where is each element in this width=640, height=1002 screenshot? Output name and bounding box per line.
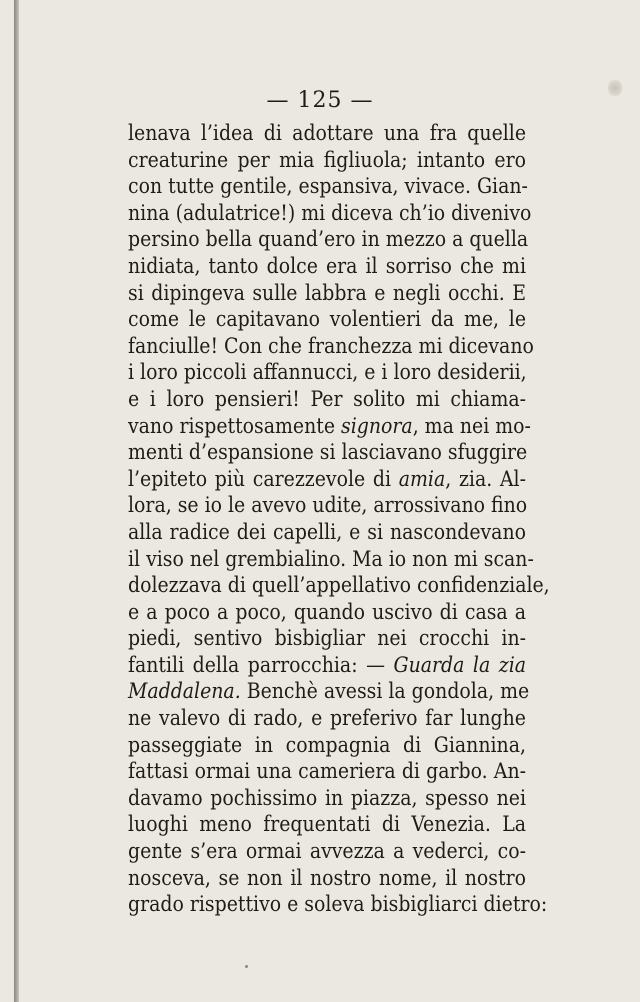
text-line bbox=[128, 572, 550, 599]
text-span: grado rispettivo e soleva bisbigliarci dietro: bbox=[128, 892, 548, 917]
text-span: , zia. Al- bbox=[445, 466, 526, 491]
body-text bbox=[128, 120, 550, 918]
text-line bbox=[128, 678, 530, 705]
text-span: fantili della parrocchia: — bbox=[128, 652, 394, 677]
text-span: ne valevo di rado, e preferivo far lunghe bbox=[128, 706, 526, 731]
text-span: lora, se io le avevo udite, arrossivano fino bbox=[128, 493, 528, 518]
text-span: fanciulle! Con che franchezza mi dicevano bbox=[128, 333, 534, 358]
text-span: , ma nei mo- bbox=[412, 413, 531, 438]
page-binding-edge bbox=[14, 0, 19, 1002]
text-line bbox=[128, 466, 526, 493]
text-line bbox=[128, 439, 526, 466]
text-line bbox=[128, 546, 534, 573]
text-line bbox=[128, 785, 526, 812]
text-span: si dipingeva sulle labbra e negli occhi. E bbox=[128, 280, 526, 305]
text-span: con tutte gentile, espansiva, vivace. Gian- bbox=[128, 174, 528, 199]
text-line bbox=[128, 359, 526, 386]
text-line bbox=[128, 333, 534, 360]
text-line bbox=[128, 838, 526, 865]
text-line bbox=[128, 891, 548, 918]
text-line bbox=[128, 811, 526, 838]
text-span: dolezzava di quell’appellativo confidenziale, bbox=[128, 573, 550, 598]
text-span: e i loro pensieri! Per solito mi chiama- bbox=[128, 386, 526, 411]
text-line bbox=[128, 492, 526, 519]
ink-dot bbox=[245, 965, 248, 968]
text-span: piedi, sentivo bisbigliar nei crocchi in- bbox=[128, 626, 526, 651]
text-line bbox=[128, 253, 526, 280]
text-span: menti d’espansione si lasciavano sfuggire bbox=[128, 440, 528, 465]
text-line bbox=[128, 865, 526, 892]
text-span: lenava l’idea di adottare una fra quelle bbox=[128, 121, 526, 145]
text-span: luoghi meno frequentati di Venezia. La bbox=[128, 812, 526, 837]
text-line bbox=[128, 599, 526, 626]
text-span: passeggiate in compagnia di Giannina, bbox=[128, 732, 526, 757]
text-span: fattasi ormai una cameriera di garbo. An- bbox=[128, 759, 526, 784]
text-line bbox=[128, 147, 526, 174]
italic-span: signora bbox=[341, 413, 413, 438]
text-span: nidiata, tanto dolce era il sorriso che mi bbox=[128, 253, 526, 278]
italic-span: Guarda la zia bbox=[393, 652, 526, 677]
text-line bbox=[128, 200, 532, 227]
text-line bbox=[128, 306, 526, 333]
text-span: i loro piccoli affannucci, e i loro desiderii, bbox=[128, 360, 527, 385]
text-line bbox=[128, 652, 526, 679]
text-span: e a poco a poco, quando uscivo di casa a bbox=[128, 599, 526, 624]
text-span: nosceva, se non il nostro nome, il nostro bbox=[128, 865, 526, 890]
italic-span: amia bbox=[398, 466, 446, 491]
text-span: creaturine per mia figliuola; intanto ero bbox=[128, 147, 526, 172]
text-span: vano rispettosamente bbox=[128, 413, 342, 438]
text-line bbox=[128, 758, 526, 785]
text-line bbox=[128, 226, 529, 253]
text-span: gente s’era ormai avvezza a vederci, co- bbox=[128, 839, 526, 864]
text-span: persino bella quand’ero in mezzo a quella bbox=[128, 227, 529, 252]
text-line bbox=[128, 173, 526, 200]
text-line bbox=[128, 280, 526, 307]
text-line bbox=[128, 386, 526, 413]
text-span: il viso nel grembialino. Ma io non mi scan- bbox=[128, 546, 534, 571]
text-span: davamo pochissimo in piazza, spesso nei bbox=[128, 785, 526, 810]
page-number: — 125 — bbox=[266, 88, 374, 113]
text-span: nina (adulatrice!) mi diceva ch’io divenivo bbox=[128, 200, 532, 225]
text-line bbox=[128, 625, 526, 652]
text-span: come le capitavano volentieri da me, le bbox=[128, 307, 526, 332]
text-line bbox=[128, 413, 531, 440]
text-line bbox=[128, 705, 526, 732]
text-line bbox=[128, 120, 526, 147]
text-span: Benchè avessi la gondola, me bbox=[240, 679, 530, 704]
text-line bbox=[128, 519, 526, 546]
text-line bbox=[128, 732, 526, 759]
text-span: alla radice dei capelli, e si nascondevano bbox=[128, 519, 526, 544]
text-span: l’epiteto più carezzevole di bbox=[128, 466, 399, 491]
italic-span: Maddalena. bbox=[128, 679, 241, 704]
